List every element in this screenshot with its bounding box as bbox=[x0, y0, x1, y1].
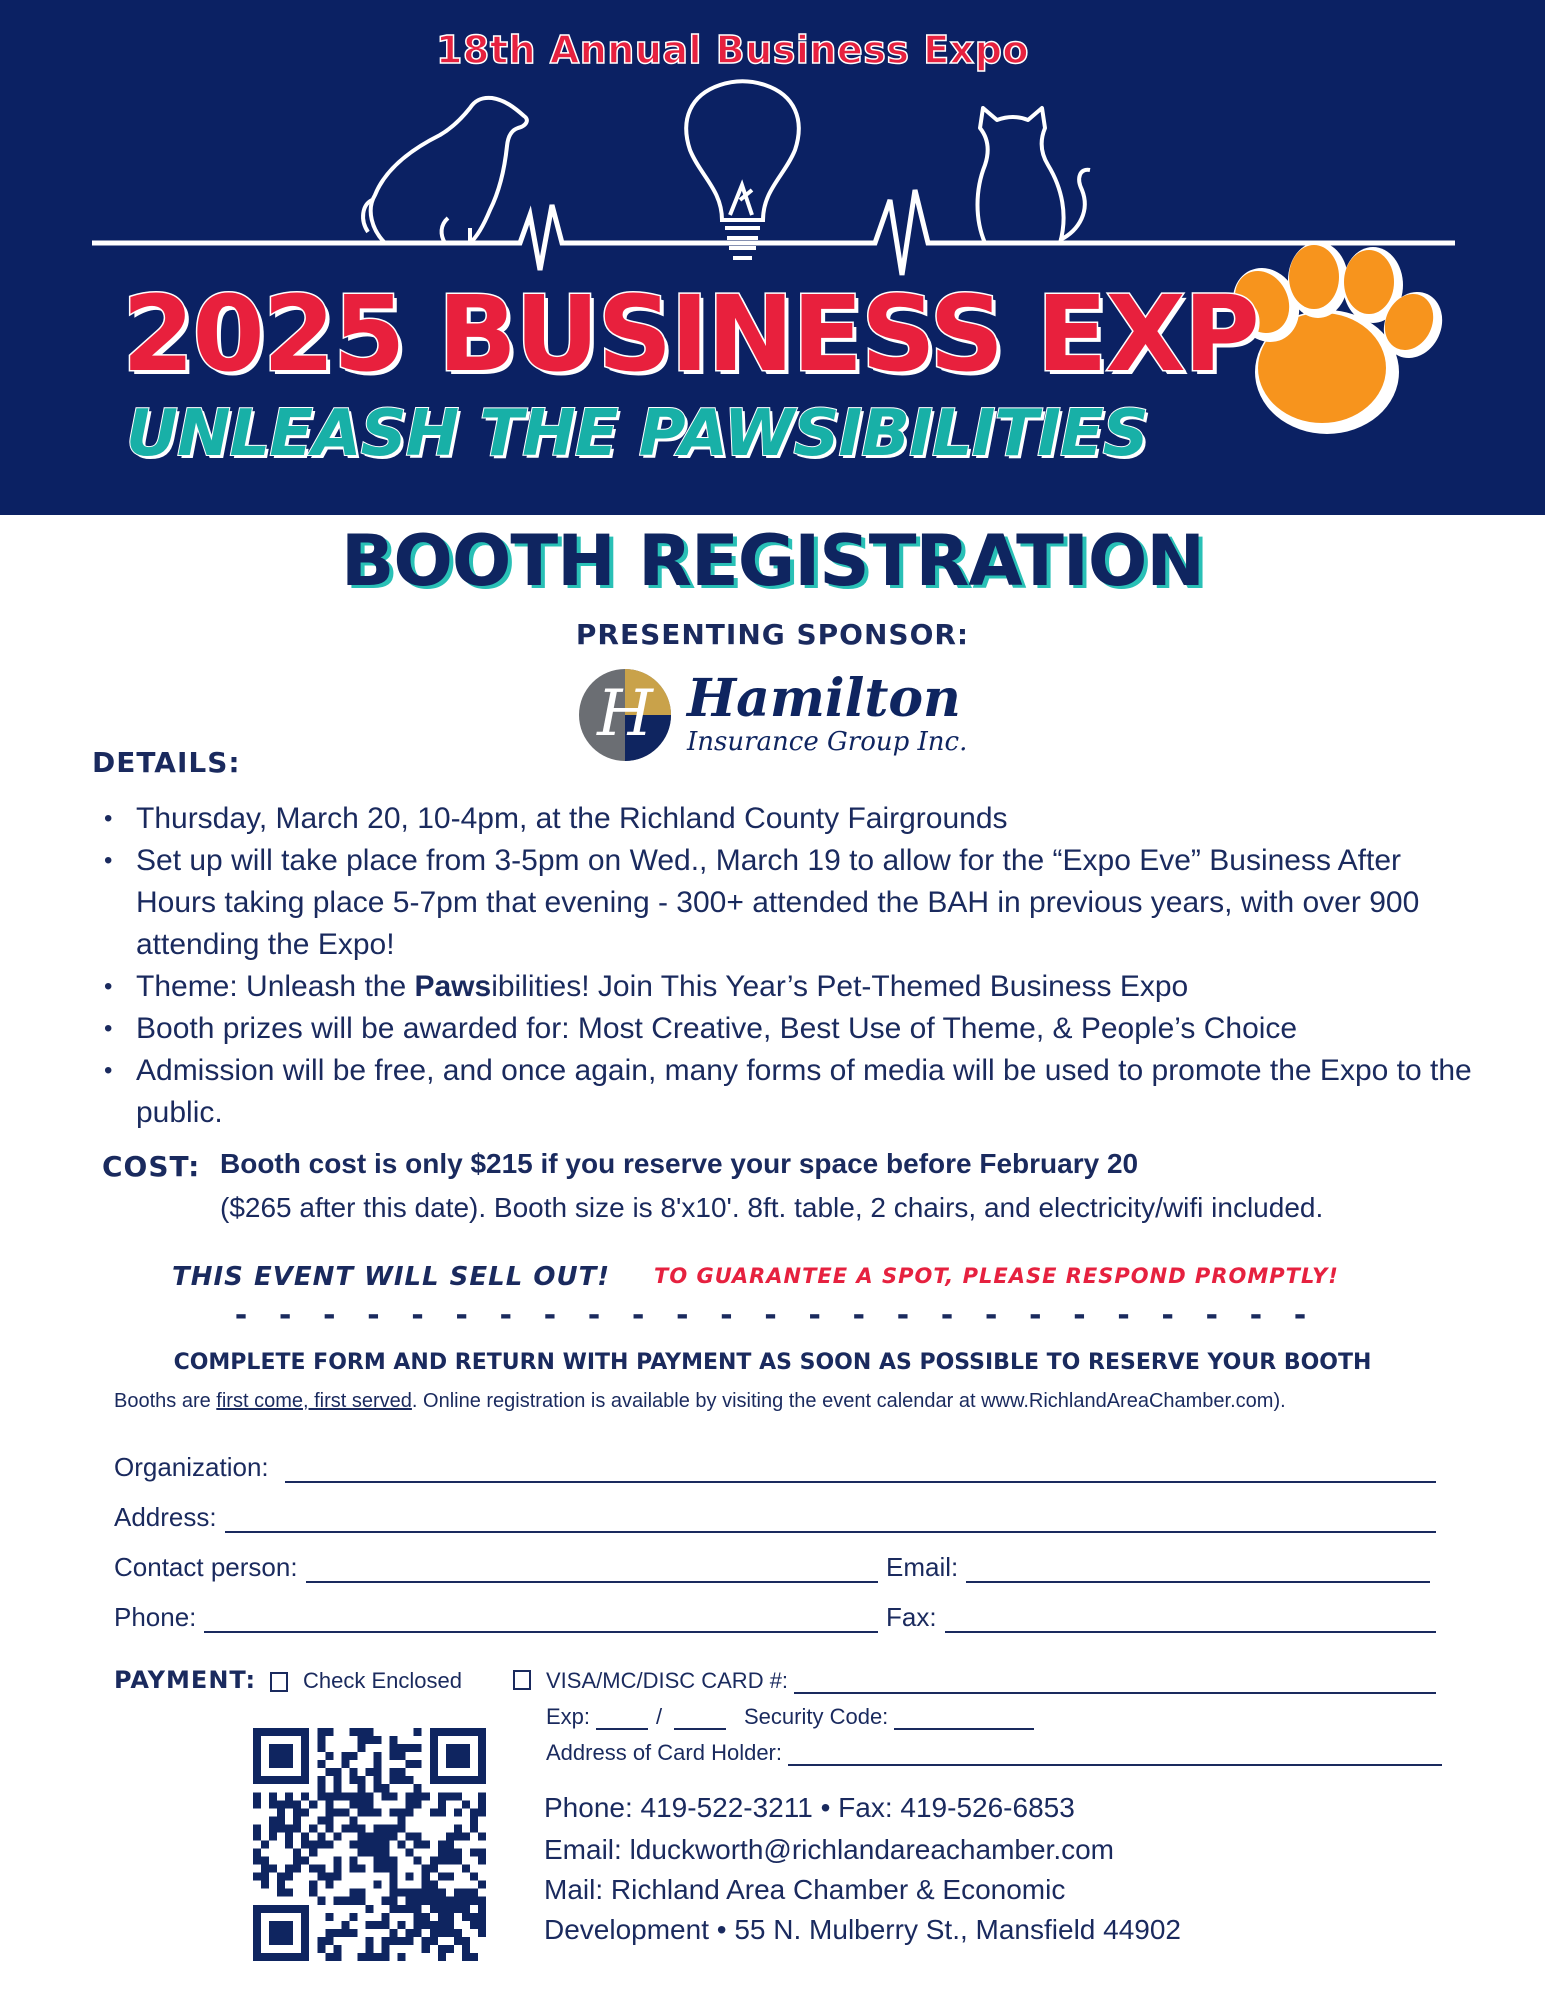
cost-label: COST: bbox=[102, 1150, 201, 1183]
expiry-separator: / bbox=[656, 1704, 663, 1729]
dashed-divider: - - - - - - - - - - - - - - - - - - - - - - - - - bbox=[231, 1298, 1313, 1333]
cost-line-2: ($265 after this date). Booth size is 8'x10'. 8ft. table, 2 chairs, and electricity/wifi included. bbox=[220, 1192, 1324, 1223]
fax-field[interactable] bbox=[886, 1602, 1436, 1633]
phone-label: Phone: bbox=[114, 1602, 197, 1632]
dog-outline-icon bbox=[363, 98, 527, 243]
contact-phone-fax: Phone: 419-522-3211 • Fax: 419-526-6853 bbox=[544, 1792, 1075, 1823]
theme-bold: Paws bbox=[414, 970, 492, 1003]
card-number-label: VISA/MC/DISC CARD #: bbox=[546, 1668, 789, 1693]
sponsor-logo bbox=[575, 665, 975, 765]
first-come-text: first come, first served bbox=[216, 1390, 412, 1412]
sponsor-monogram: H bbox=[597, 677, 653, 751]
phone-input[interactable] bbox=[204, 1609, 878, 1633]
list-item bbox=[100, 966, 1480, 1008]
qr-code[interactable] bbox=[253, 1728, 486, 1961]
card-checkbox[interactable] bbox=[513, 1670, 531, 1690]
sponsor-logo-mark-icon bbox=[575, 665, 675, 765]
security-code-input[interactable] bbox=[894, 1710, 1034, 1730]
sponsor-name: Hamilton bbox=[687, 668, 961, 729]
list-item: • Admission will be free, and once again, many forms of media will be used to promote the Expo to the public. bbox=[100, 1050, 1480, 1134]
address-label: Address: bbox=[114, 1502, 217, 1532]
header-banner bbox=[0, 0, 1545, 515]
expiry-label: Exp: bbox=[546, 1704, 591, 1729]
card-holder-address-label: Address of Card Holder: bbox=[546, 1740, 782, 1765]
check-enclosed-checkbox[interactable] bbox=[270, 1672, 288, 1692]
email-input[interactable] bbox=[966, 1559, 1430, 1583]
card-holder-address-input[interactable] bbox=[788, 1746, 1442, 1766]
sponsor-label: PRESENTING SPONSOR: bbox=[575, 618, 970, 651]
fax-input[interactable] bbox=[945, 1609, 1436, 1633]
sponsor-subtitle: Insurance Group Inc. bbox=[687, 727, 968, 757]
cost-line-1: Booth cost is only $215 if you reserve your space before February 20 bbox=[220, 1148, 1139, 1179]
phone-field[interactable] bbox=[114, 1602, 878, 1633]
fax-label: Fax: bbox=[886, 1602, 937, 1632]
expo-tagline: UNLEASH THE PAWSIBILITIES bbox=[126, 397, 1148, 471]
sellout-notice: THIS EVENT WILL SELL OUT! bbox=[172, 1262, 611, 1292]
organization-label: Organization: bbox=[114, 1452, 269, 1482]
expiry-month-input[interactable] bbox=[596, 1710, 648, 1730]
note-suffix: . Online registration is available by visiting the event calendar at www.RichlandAreaChamber.com). bbox=[411, 1390, 1286, 1412]
theme-suffix: ibilities! Join This Year’s Pet-Themed Business Expo bbox=[491, 970, 1189, 1003]
lightbulb-icon bbox=[686, 81, 799, 258]
note-prefix: Booths are bbox=[114, 1390, 217, 1412]
annual-label: 18th Annual Business Expo bbox=[435, 28, 1030, 72]
address-input[interactable] bbox=[225, 1509, 1436, 1533]
check-enclosed-label: Check Enclosed bbox=[303, 1668, 462, 1693]
contact-mail-line-2: Development • 55 N. Mulberry St., Mansfield 44902 bbox=[544, 1914, 1181, 1945]
guarantee-notice: TO GUARANTEE A SPOT, PLEASE RESPOND PROMPTLY! bbox=[654, 1264, 1339, 1288]
list-item: • Thursday, March 20, 10-4pm, at the Richland County Fairgrounds bbox=[100, 798, 1480, 840]
security-code-field[interactable] bbox=[744, 1704, 1034, 1730]
expo-headline: 2025 BUSINESS EXP bbox=[122, 273, 1258, 395]
contact-mail-line-1: Mail: Richland Area Chamber & Economic bbox=[544, 1874, 1066, 1905]
payment-label: PAYMENT: bbox=[114, 1666, 257, 1694]
list-item: • Set up will take place from 3-5pm on Wed., March 19 to allow for the “Expo Eve” Business After Hours taking place 5-7pm that evening - 300+ attended the BAH in previous years, with over 900 attending the Expo! bbox=[100, 840, 1480, 966]
contact-email[interactable]: Email: lduckworth@richlandareachamber.com bbox=[544, 1834, 1114, 1865]
email-label: Email: bbox=[886, 1552, 959, 1582]
booths-note bbox=[114, 1390, 1286, 1413]
theme-prefix: Theme: Unleash the bbox=[136, 970, 415, 1003]
organization-input[interactable] bbox=[285, 1459, 1436, 1483]
page-title: BOOTH REGISTRATION bbox=[341, 520, 1204, 602]
heartbeat-line bbox=[92, 190, 1455, 275]
details-heading: DETAILS: bbox=[92, 746, 241, 779]
form-instruction: COMPLETE FORM AND RETURN WITH PAYMENT AS SOON AS POSSIBLE TO RESERVE YOUR BOOTH bbox=[173, 1350, 1372, 1375]
card-number-field[interactable] bbox=[546, 1668, 1436, 1694]
address-field[interactable] bbox=[114, 1502, 1436, 1533]
expiry-field[interactable] bbox=[546, 1704, 726, 1730]
organization-field[interactable] bbox=[114, 1452, 1436, 1483]
cat-outline-icon bbox=[978, 108, 1091, 243]
contact-person-field[interactable] bbox=[114, 1552, 878, 1583]
expiry-year-input[interactable] bbox=[674, 1710, 726, 1730]
contact-person-label: Contact person: bbox=[114, 1552, 298, 1582]
card-holder-address-field[interactable] bbox=[546, 1740, 1442, 1766]
list-item: • Booth prizes will be awarded for: Most Creative, Best Use of Theme, & People’s Choice bbox=[100, 1008, 1480, 1050]
email-field[interactable] bbox=[886, 1552, 1430, 1583]
card-number-input[interactable] bbox=[794, 1674, 1436, 1694]
details-list bbox=[100, 798, 1480, 1134]
security-code-label: Security Code: bbox=[744, 1704, 889, 1729]
contact-person-input[interactable] bbox=[306, 1559, 878, 1583]
